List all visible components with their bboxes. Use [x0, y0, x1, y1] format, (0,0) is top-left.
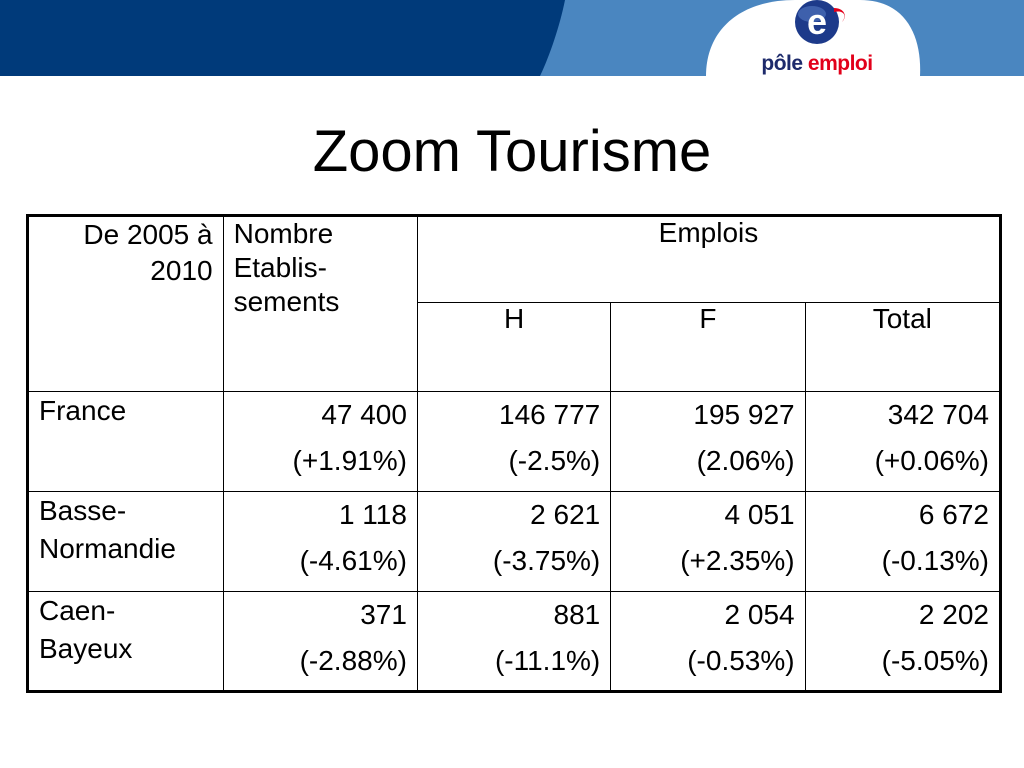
period-header-line1: De 2005 à — [83, 219, 213, 250]
establishments-value: 47 400 — [321, 399, 407, 430]
region-label-line2: Bayeux — [39, 633, 133, 664]
women-header-cell: F — [611, 303, 805, 392]
men-cell — [417, 492, 610, 592]
women-value: 4 051 — [724, 499, 795, 530]
table-row — [28, 592, 1001, 692]
establishments-header-line1: Nombre — [233, 218, 334, 249]
total-change: (-0.13%) — [881, 545, 989, 576]
women-cell — [611, 492, 805, 592]
women-value: 195 927 — [693, 399, 795, 430]
men-change: (-3.75%) — [492, 545, 601, 576]
establishments-cell — [223, 492, 417, 592]
total-value: 2 202 — [918, 599, 989, 630]
women-cell — [611, 392, 805, 492]
total-cell — [805, 492, 1000, 592]
total-value: 342 704 — [887, 399, 989, 430]
svg-text:e: e — [806, 1, 828, 42]
logo-text-part1: pôle — [761, 52, 808, 75]
total-value: 6 672 — [918, 499, 989, 530]
region-cell — [28, 592, 224, 692]
men-header-cell: H — [417, 303, 610, 392]
banner-dark-blue-swoosh — [0, 0, 565, 76]
establishments-change: (+1.91%) — [292, 445, 407, 476]
total-cell — [805, 592, 1000, 692]
pole-emploi-e-icon — [782, 0, 852, 52]
period-header-cell — [28, 216, 224, 392]
women-change: (2.06%) — [696, 445, 795, 476]
logo-text-part2: emploi — [807, 52, 873, 75]
men-cell — [417, 392, 610, 492]
establishments-cell — [223, 392, 417, 492]
period-header-line2: 2010 — [150, 255, 213, 286]
establishments-change: (-4.61%) — [299, 545, 407, 576]
men-value: 2 621 — [530, 499, 601, 530]
slide-title: Zoom Tourisme — [312, 119, 712, 184]
total-header-cell: Total — [805, 303, 1000, 392]
men-value: 881 — [553, 599, 601, 630]
table-row — [28, 492, 1001, 592]
region-cell — [28, 392, 224, 492]
men-change: (-11.1%) — [494, 645, 601, 676]
total-change: (+0.06%) — [874, 445, 989, 476]
table-header-row — [28, 216, 1001, 303]
tourism-data-table — [26, 214, 1002, 693]
total-change: (-5.05%) — [881, 645, 989, 676]
region-label-line1: Basse- — [39, 495, 127, 526]
women-change: (-0.53%) — [687, 645, 795, 676]
men-change: (-2.5%) — [508, 445, 601, 476]
region-cell — [28, 492, 224, 592]
men-value: 146 777 — [499, 399, 601, 430]
establishments-header-line2: Etablis- — [233, 252, 327, 283]
women-change: (+2.35%) — [680, 545, 795, 576]
establishments-change: (-2.88%) — [299, 645, 407, 676]
establishments-header-cell — [223, 216, 417, 392]
establishments-cell — [223, 592, 417, 692]
women-cell — [611, 592, 805, 692]
establishments-header-line3: sements — [233, 286, 340, 317]
establishments-value: 371 — [360, 599, 407, 630]
employment-header-cell: Emplois — [417, 216, 1000, 303]
men-cell — [417, 592, 610, 692]
region-label-line2: Normandie — [39, 533, 176, 564]
women-value: 2 054 — [724, 599, 795, 630]
table-row — [28, 392, 1001, 492]
region-label-line1: France — [39, 395, 127, 426]
region-label-line1: Caen- — [39, 595, 116, 626]
establishments-value: 1 118 — [338, 499, 407, 530]
pole-emploi-logo-text — [752, 52, 882, 76]
total-cell — [805, 392, 1000, 492]
